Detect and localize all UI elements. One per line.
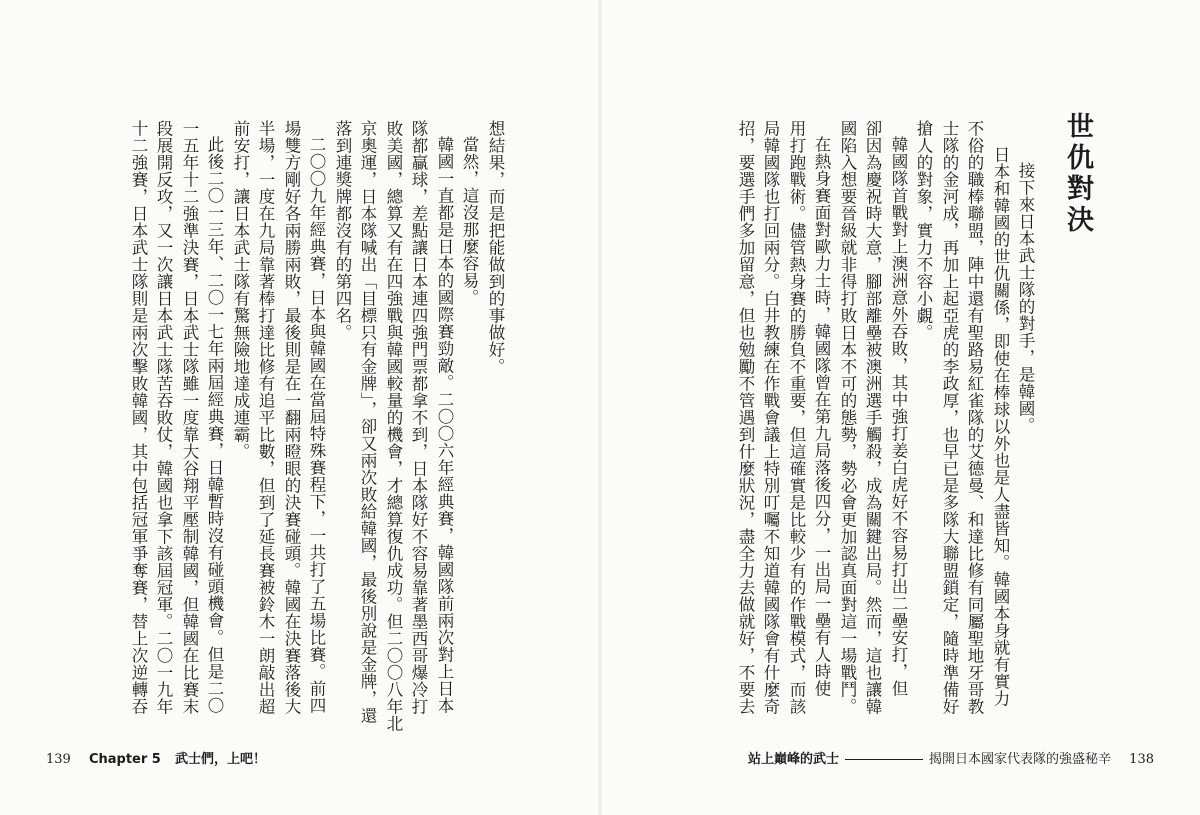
- text-column: 韓國一直都是日本的國際賽勁敵。二〇〇六年經典賽，韓國隊前兩次對上日本: [435, 136, 454, 714]
- text-column: 敗美國，總算又有在四強戰與韓國較量的機會，才總算復仇成功。但二〇〇八年北: [384, 120, 403, 732]
- text-column: 此後二〇一三年、二〇一七年兩屆經典賽，日韓暫時沒有碰頭機會。但是二〇: [205, 136, 224, 714]
- text-column: 招，要選手們多加留意，但也勉勵不管遇到什麼狀況，盡全力去做就好，不要去: [736, 120, 755, 715]
- text-column: 京奧運，日本隊喊出「目標只有金牌」，卻又兩次敗給韓國，最後別說是金牌，還: [358, 120, 377, 724]
- text-column: 前安打，讓日本武士隊有驚無險地達成連霸。: [231, 120, 250, 460]
- text-column: 接下來日本武士隊的對手，是韓國。: [1016, 162, 1035, 434]
- text-column: 半場，一度在九局靠著棒打達比修有追平比數，但到了延長賽被鈴木一朗敲出超: [256, 120, 275, 715]
- chapter-label: Chapter 5: [88, 752, 161, 767]
- book-subtitle: 揭開日本國家代表隊的強盛秘辛: [929, 752, 1112, 767]
- book-title: 站上巔峰的武士: [748, 752, 840, 767]
- text-column: 落到連獎牌都沒有的第四名。: [333, 120, 352, 341]
- text-column: 十二強賽，日本武士隊則是兩次擊敗韓國，其中包括冠軍爭奪賽，替上次逆轉吞: [129, 120, 148, 715]
- text-column: 在熱身賽面對歐力士時，韓國隊曾在第九局落後四分，一出局一壘有人時使: [812, 136, 831, 697]
- footer-divider: [845, 759, 923, 760]
- section-title: 世仇對決: [1062, 112, 1093, 236]
- text-column: 場雙方剛好各兩勝兩敗，最後則是在一翻兩瞪眼的決賽碰頭。韓國在決賽落後大: [282, 120, 301, 715]
- text-column: 不俗的職棒聯盟，陣中還有聖路易紅雀隊的艾德曼、和達比修有同屬聖地牙哥教: [965, 120, 984, 715]
- text-column: 想結果，而是把能做到的事做好。: [486, 120, 505, 375]
- text-column: 搶人的對象，實力不容小覷。: [914, 120, 933, 341]
- chapter-title: 武士們，上吧！: [175, 752, 267, 767]
- text-column: 隊都贏球，差點讓日本連四強門票都拿不到，日本隊好不容易靠著墨西哥爆冷打: [409, 120, 428, 715]
- text-column: 國陷入想要晉級就非得打敗日本不可的態勢，勢必會更加認真面對這一場戰鬥。: [838, 120, 857, 715]
- left-footer: [46, 748, 266, 767]
- text-column: 日本和韓國的世仇關係，即使在棒球以外也是人盡皆知。韓國本身就有實力: [991, 146, 1010, 707]
- text-column: 士隊的金河成，再加上起亞虎的李政厚，也早已是多隊大聯盟鎖定，隨時準備好: [940, 120, 959, 715]
- book-gutter: [598, 0, 602, 815]
- text-column: 當然，這沒那麼容易。: [460, 136, 479, 306]
- text-column: 段展開反攻，又一次讓日本武士隊苦吞敗仗，韓國也拿下該屆冠軍。二〇一九年: [154, 120, 173, 715]
- text-column: 韓國隊首戰對上澳洲意外吞敗，其中強打姜白虎好不容易打出二壘安打，但: [889, 136, 908, 697]
- page-number: 139: [46, 752, 71, 767]
- text-column: 卻因為慶祝時大意，腳部離壘被澳洲選手觸殺，成為關鍵出局。然而，這也讓韓: [863, 120, 882, 715]
- text-column: 用打跑戰術。儘管熱身賽的勝負不重要，但這確實是比較少有的作戰模式，而該: [787, 120, 806, 715]
- text-column: 局韓國隊也打回兩分。白井教練在作戰會議上特別叮囑不知道韓國隊會有什麼奇: [761, 120, 780, 715]
- right-footer: [748, 748, 1154, 767]
- text-column: 一五年十二強準決賽，日本武士隊雖一度靠大谷翔平壓制韓國，但韓國在比賽末: [180, 120, 199, 715]
- page-number: 138: [1129, 752, 1154, 767]
- text-column: 二〇〇九年經典賽，日本與韓國在當屆特殊賽程下，一共打了五場比賽。前四: [307, 136, 326, 714]
